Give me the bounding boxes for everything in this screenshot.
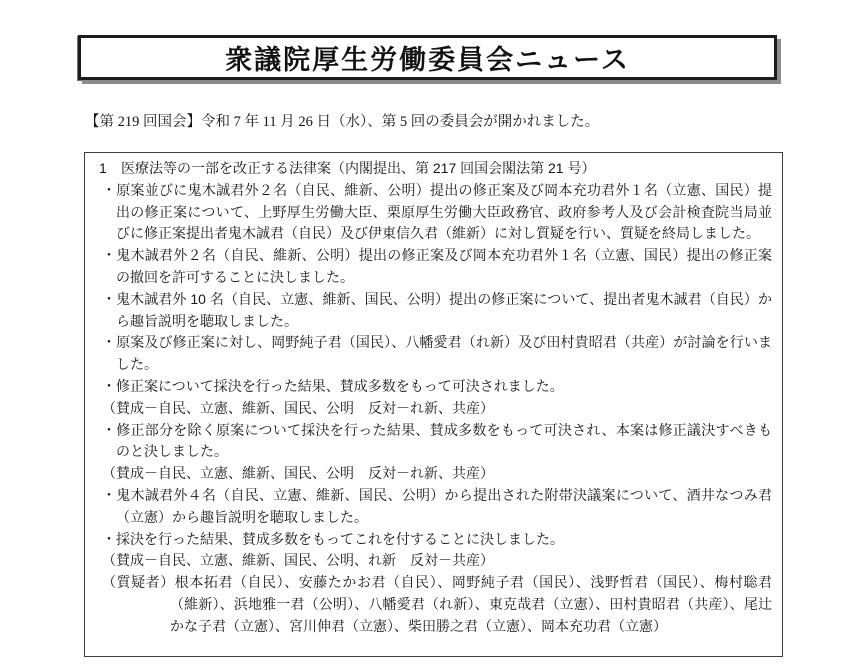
bill-title: 医療法等の一部を改正する法律案（内閣提出、第 217 回国会閣法第 21 号）	[121, 160, 596, 176]
agenda-item: ・原案並びに鬼木誠君外２名（自民、維新、公明）提出の修正案及び岡本充功君外１名（立憲、国民）提出の修正案について、上野厚生労働大臣、栗原厚生労働大臣政務官、政府参考人及び会計検査院当局並びに修正案提出者鬼木誠君（自民）及び伊東信久君（維新）に対し質疑を行い、質疑を終局しました。	[102, 181, 772, 242]
title-banner	[78, 35, 777, 80]
agenda-number: 1	[99, 160, 107, 176]
session-date-line: 【第 219 回国会】令和 7 年 11 月 26 日（水）、第 5 回の委員会が開かれました。	[85, 114, 600, 130]
agenda-heading	[95, 158, 772, 180]
agenda-item: ・修正部分を除く原案について採決を行った結果、賛成多数をもって可決され、本案は修正議決すべきものと決しました。	[102, 421, 772, 460]
questioners-line: （質疑者）根本拓君（自民）、安藤たかお君（自民）、岡野純子君（国民）、浅野哲君（国民）、梅村聡君（維新）、浜地雅一君（公明）、八幡愛君（れ新）、東克哉君（立憲）、田村貴昭君（共産）、尾辻かな子君（立憲）、宮川伸君（立憲）、柴田勝之君（立憲）、岡本充功君（立憲）	[102, 574, 772, 634]
committee-report-box	[84, 152, 783, 657]
agenda-item: ・鬼木誠君外２名（自民、維新、公明）提出の修正案及び岡本充功君外１名（立憲、国民）提出の修正案の撤回を許可することに決しました。	[102, 247, 772, 285]
vote-result-line: （賛成－自民、立憲、維新、国民、公明 反対－れ新、共産）	[102, 465, 494, 482]
vote-result-line: （賛成－自民、立憲、維新、国民、公明 反対－れ新、共産）	[102, 399, 494, 416]
agenda-item: ・鬼木誠君外４名（自民、立憲、維新、国民、公明）から提出された附帯決議案について、酒井なつみ君（立憲）から趣旨説明を聴取しました。	[102, 486, 772, 525]
vote-result-line: （賛成－自民、立憲、維新、国民、公明、れ新 反対－共産）	[102, 552, 494, 569]
agenda-item: ・鬼木誠君外 10 名（自民、立憲、維新、国民、公明）提出の修正案について、提出者鬼木誠君（自民）から趣旨説明を聴取しました。	[102, 290, 772, 329]
agenda-item: ・修正案について採決を行った結果、賛成多数をもって可決されました。	[102, 377, 564, 394]
agenda-item: ・原案及び修正案に対し、岡野純子君（国民）、八幡愛君（れ新）及び田村貴昭君（共産）が討論を行いました。	[102, 334, 772, 373]
agenda-item: ・採決を行った結果、賛成多数をもってこれを付することに決しました。	[102, 530, 564, 547]
page-title: 衆議院厚生労働委員会ニュース	[225, 45, 630, 75]
